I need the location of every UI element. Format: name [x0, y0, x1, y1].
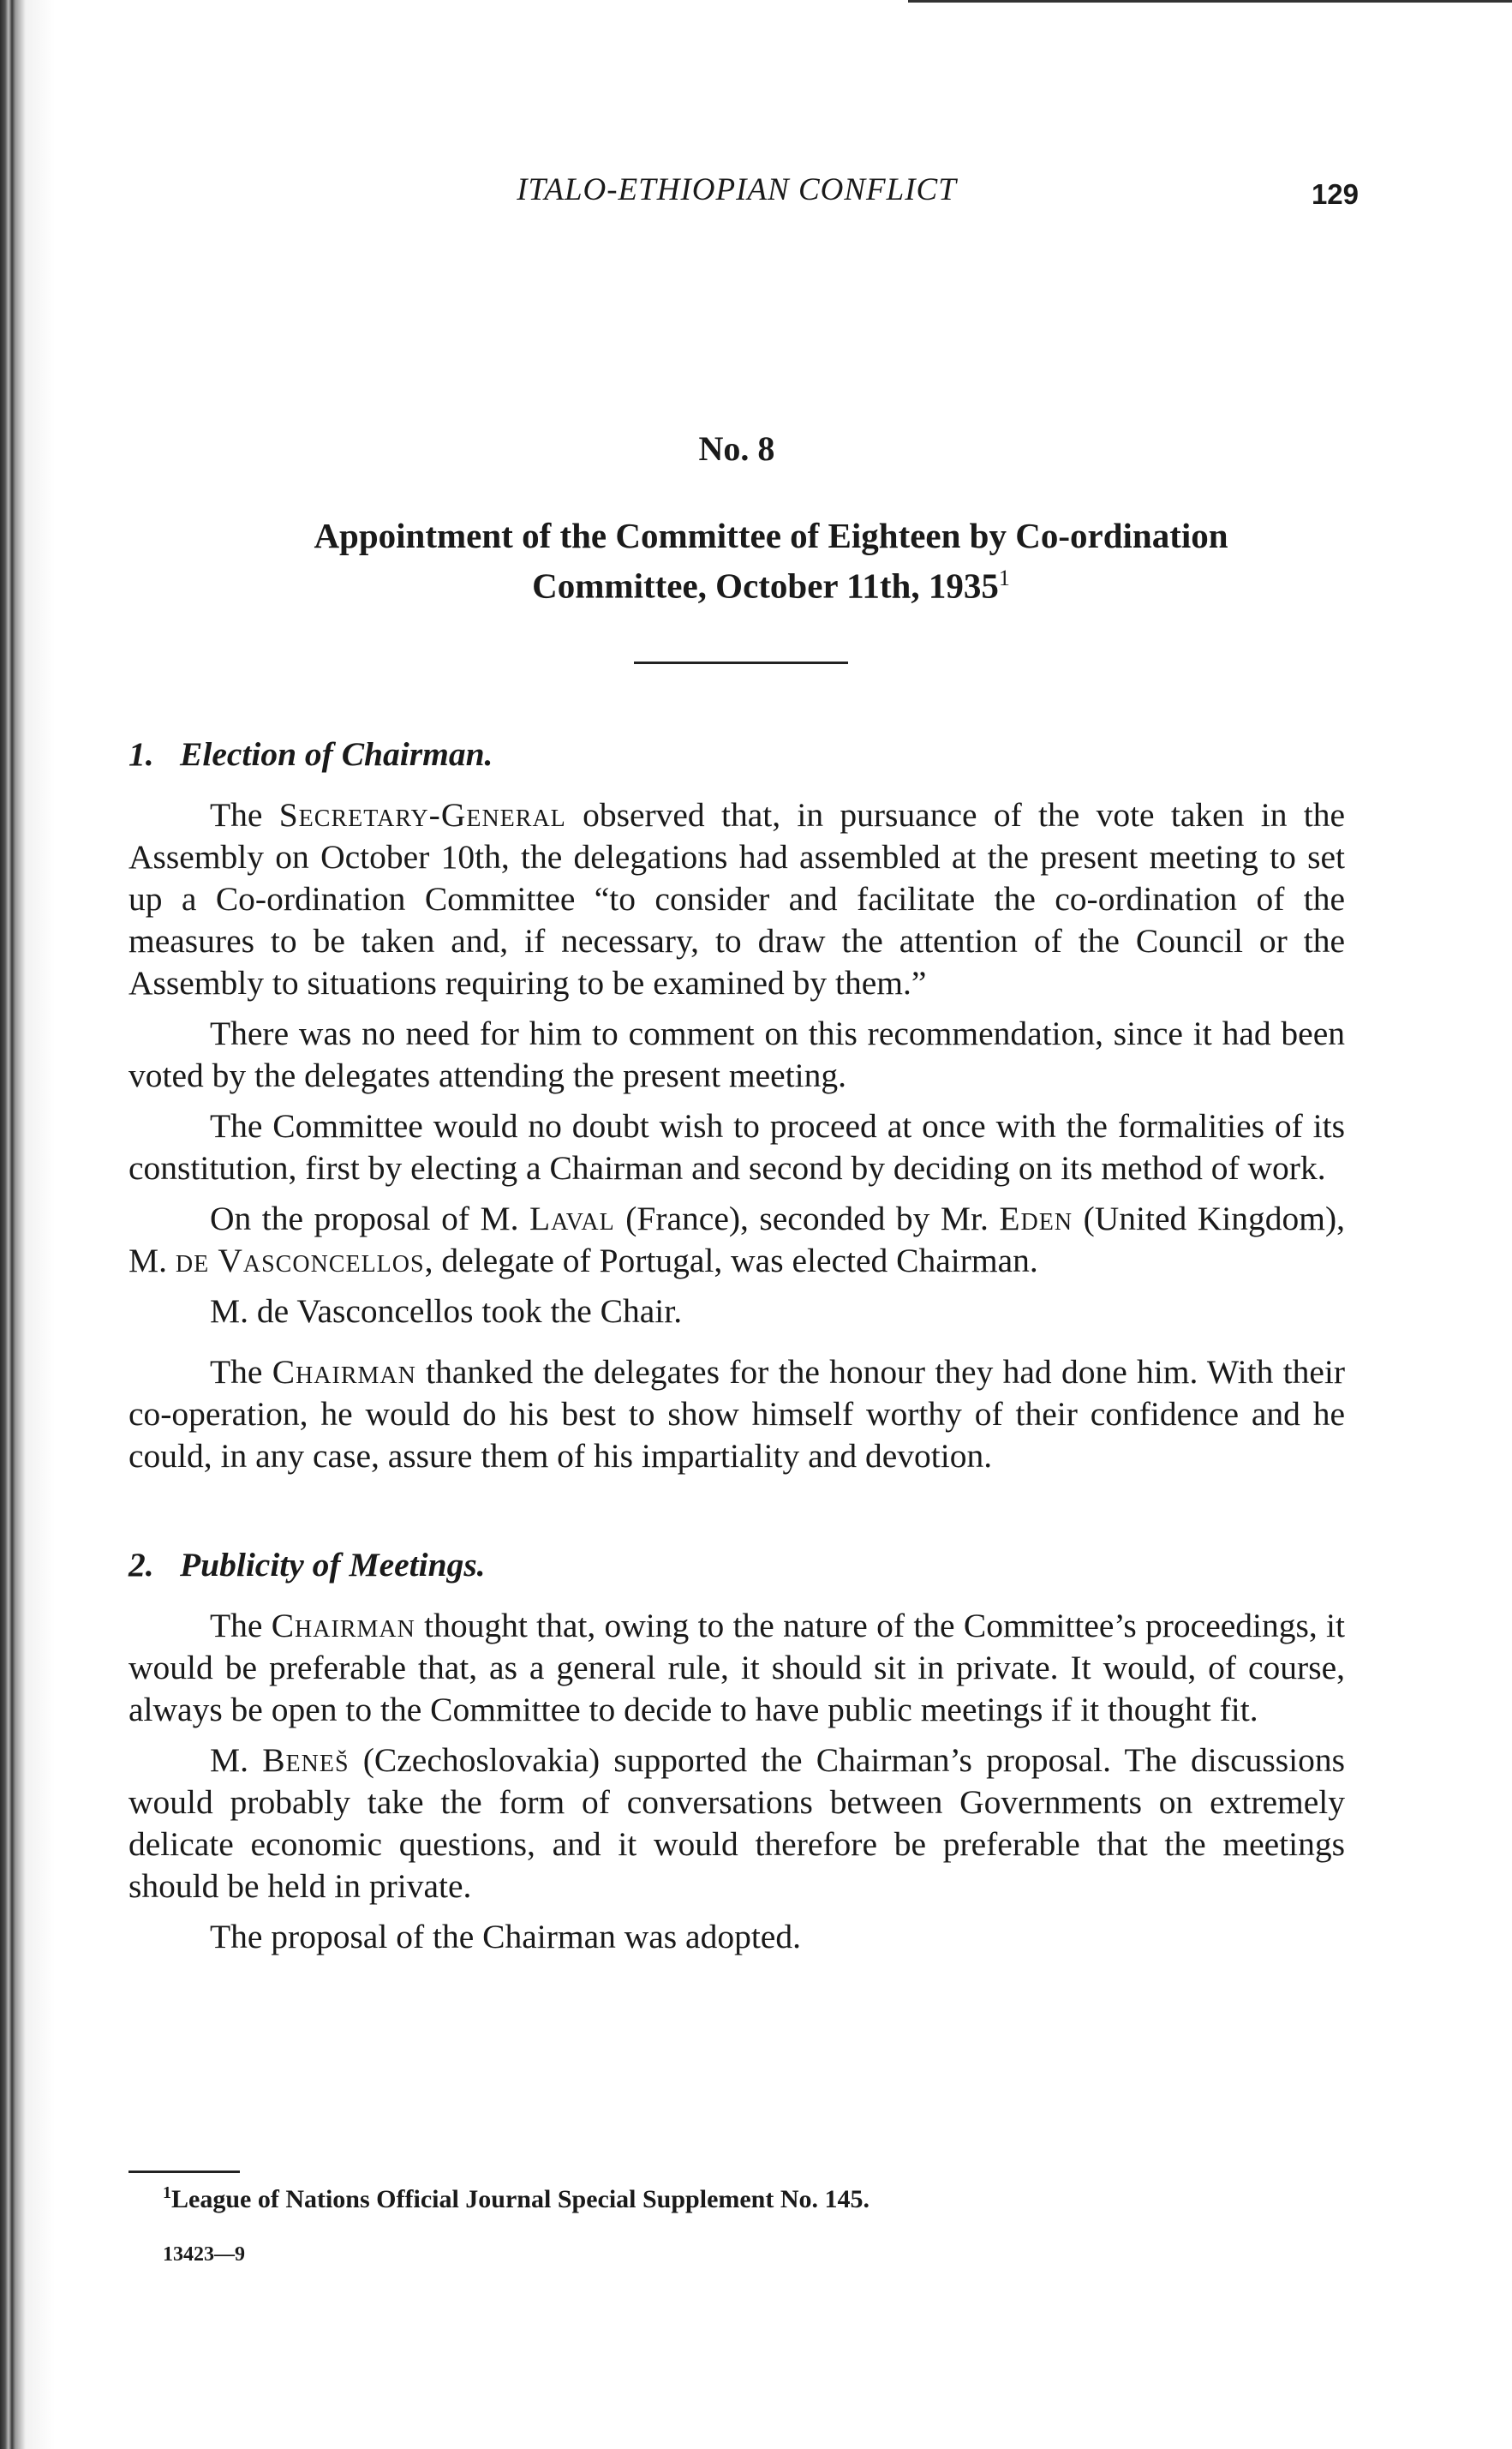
title-line-2-text: Committee, October 11th, 1935 — [532, 566, 999, 606]
paragraph-no-need-to-comment: There was no need for him to comment on this recommendation, since it had been voted by the delegates attending the present meeting. — [128, 1015, 1345, 1094]
document-body — [128, 667, 1345, 1958]
title-divider — [634, 662, 848, 664]
section-heading-publicity-of-meetings — [128, 1544, 1345, 1586]
top-edge-rule — [908, 0, 1512, 8]
spacer — [128, 1731, 1345, 1739]
paragraph-chairman-thanks: The Chairman thanked the delegates for the honour they had done him. With their co-operation, he would do his best to show himself worthy of their confidence and he could, in any case, assure them of his impartiality and devotion. — [128, 1353, 1345, 1475]
section-number: 1. — [128, 735, 154, 773]
paragraph-text: On the proposal of M. — [210, 1200, 519, 1237]
footnote-divider — [128, 2171, 240, 2173]
spacer — [128, 667, 1345, 734]
paragraph-benes: M. Beneš (Czechoslovakia) supported the Chairman’s proposal. The discussions would probably take the form of conversations between Governments on extremely delicate economic questions, and it would therefore be preferable that the meetings should be held in private. — [128, 1741, 1346, 1905]
section-heading-text: Election of Chairman. — [180, 735, 493, 773]
paragraph-chairman-private: The Chairman thought that, owing to the nature of the Committee’s proceedings, it would be preferable that, as a general rule, it should sit in private. It would, of course, always be open to the Committee to decide to have public meetings if it thought fit. — [128, 1607, 1345, 1728]
document-number: No. 8 — [698, 429, 775, 468]
footnote-text: League of Nations Official Journal Special Supplement No. 145. — [171, 2185, 870, 2213]
document-title — [206, 514, 1336, 608]
delegate-name-eden: Eden — [999, 1200, 1073, 1237]
paragraph-text: (United Kingdom), M. — [128, 1200, 1346, 1279]
footnote — [163, 2183, 870, 2214]
spacer — [128, 1097, 1345, 1105]
paragraph-secretary-general: The Secretary-General observed that, in pursuance of the vote taken in the Assembly on October 10th, the delegations had assembled at the present meeting to set up a Co-ordination Committee “to consider and facilitate the co-ordination of the measures to be taken and, if necessary, to draw the attention of the Council or the Assembly to situations requiring to be examined by them.” — [128, 796, 1345, 1002]
delegate-name-laval: Laval — [529, 1200, 615, 1237]
section-heading-text: Publicity of Meetings. — [180, 1546, 486, 1584]
spacer — [128, 1477, 1345, 1544]
spacer — [128, 1586, 1345, 1605]
spacer — [128, 775, 1345, 794]
paragraph-election-proposal — [128, 1198, 1345, 1282]
spacer — [128, 1332, 1345, 1351]
paragraph-text: , delegate of Portugal, was elected Chairman. — [424, 1242, 1038, 1279]
title-line-2 — [206, 557, 1336, 608]
section-heading-election-of-chairman — [128, 734, 1345, 775]
section-number: 2. — [128, 1546, 154, 1584]
print-code: 13423—9 — [163, 2243, 245, 2266]
spacer — [128, 1282, 1345, 1290]
spacer — [128, 1004, 1345, 1013]
speaker-name: Secretary-General — [278, 796, 566, 834]
paragraph-text: thought that, owing to the nature of the Committee’s proceedings, it would be preferable that, as a general rule, it should sit in private. It would, of course, always be open to the Committee to decide to have public meetings if it thought fit. — [128, 1607, 1345, 1728]
spacer — [128, 1189, 1345, 1198]
speaker-name: Beneš — [262, 1741, 350, 1779]
paragraph-text: observed that, in pursuance of the vote taken in the Assembly on October 10th, the delegations had assembled at the present meeting to set up a Co-ordination Committee “to consider and facilitate the co-ordination of the measures to be taken and, if necessary, to draw the attention of the Council or the Assembly to situations requiring to be examined by them.” — [128, 796, 1345, 1002]
title-line-1: Appointment of the Committee of Eighteen by Co-ordination — [314, 516, 1228, 555]
paragraph-text: (Czechoslovakia) supported the Chairman’s proposal. The discussions would probably take the form of conversations between Governments on extremely delicate economic questions, and it would therefore be preferable that the meetings should be held in private. — [128, 1741, 1346, 1905]
spacer — [128, 1907, 1345, 1916]
delegate-name-vasconcellos: de Vasconcellos — [175, 1242, 425, 1279]
page-number: 129 — [1311, 178, 1359, 210]
speaker-name: Chairman — [272, 1353, 416, 1391]
page-binding-edge — [0, 0, 55, 2449]
paragraph-formalities: The Committee would no doubt wish to proceed at once with the formalities of its constitution, first by electing a Chairman and second by deciding on its method of work. — [128, 1107, 1345, 1187]
footnote-marker: 1 — [163, 2183, 171, 2202]
title-footnote-marker: 1 — [998, 566, 1010, 590]
speaker-name: Chairman — [271, 1607, 415, 1644]
paragraph-took-chair: M. de Vasconcellos took the Chair. — [210, 1292, 683, 1330]
paragraph-text: (France), seconded by Mr. — [625, 1200, 989, 1237]
running-title: ITALO-ETHIOPIAN CONFLICT — [517, 172, 957, 207]
running-head — [128, 171, 1359, 223]
paragraph-text: thanked the delegates for the honour they had done him. With their co-operation, he would do his best to show himself worthy of their confidence and he could, in any case, assure them of his impartiality and devotion. — [128, 1353, 1345, 1475]
paragraph-proposal-adopted: The proposal of the Chairman was adopted. — [210, 1918, 801, 1955]
